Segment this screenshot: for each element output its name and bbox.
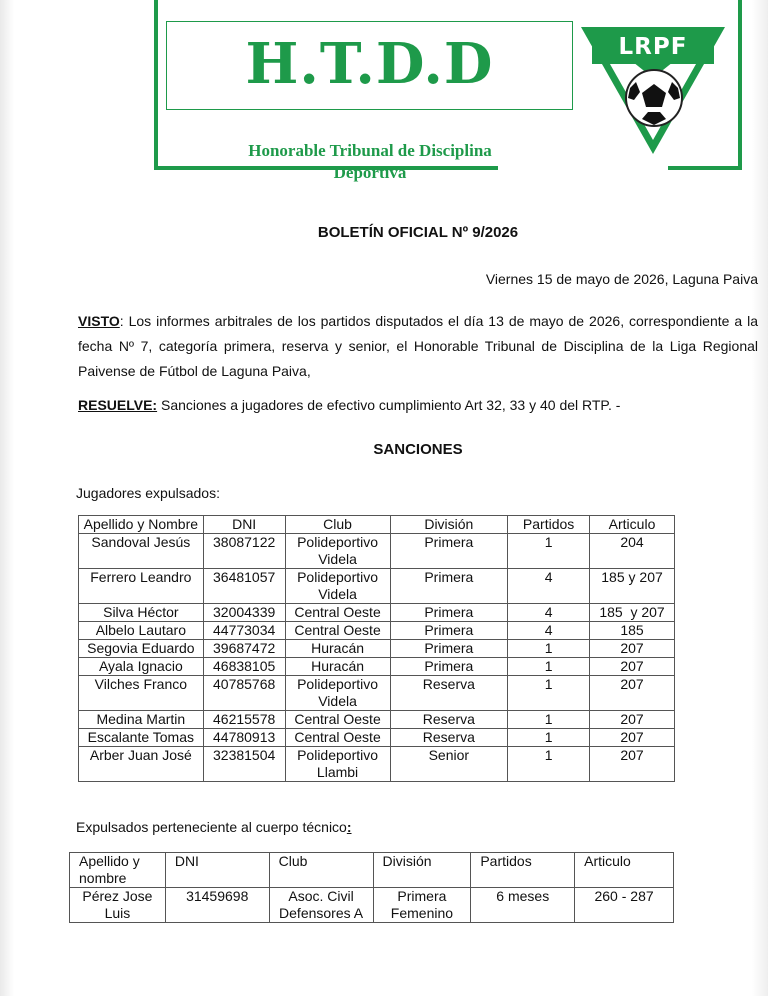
staff-caption: Expulsados perteneciente al cuerpo técnico: [76, 819, 352, 835]
cell-article: 207 [590, 676, 675, 711]
cell-club: Central Oeste [285, 604, 390, 622]
col-header-dni: DNI [203, 516, 285, 534]
col-header-club: Club [285, 516, 390, 534]
table-row [70, 888, 674, 923]
cell-dni: 32004339 [203, 604, 285, 622]
cell-division: Primera [390, 534, 508, 569]
table-header-row [79, 516, 675, 534]
tribunal-abbreviation: H.T.D.D [245, 31, 494, 97]
col-header-division: División [373, 853, 471, 888]
tribunal-name: Honorable Tribunal de Disciplina Deportiva [248, 141, 492, 182]
cell-dni: 36481057 [203, 569, 285, 604]
table-header-row [70, 853, 674, 888]
col-header-matches: Partidos [471, 853, 575, 888]
col-header-article: Articulo [590, 516, 675, 534]
table-row [79, 658, 675, 676]
cell-matches: 4 [508, 569, 590, 604]
staff-table [69, 852, 674, 923]
cell-matches: 1 [508, 658, 590, 676]
cell-article: 260 - 287 [575, 888, 674, 923]
table-row [79, 534, 675, 569]
cell-name: Segovia Eduardo [79, 640, 204, 658]
table-row [79, 711, 675, 729]
cell-division: Primera [390, 658, 508, 676]
table-row [79, 676, 675, 711]
cell-name: Ayala Ignacio [79, 658, 204, 676]
sanciones-title: SANCIONES [373, 441, 463, 458]
cell-dni: 44773034 [203, 622, 285, 640]
table-row [79, 729, 675, 747]
resuelve-text: Sanciones a jugadores de efectivo cumplimiento Art 32, 33 y 40 del RTP. - [157, 397, 621, 413]
cell-name: Escalante Tomas [79, 729, 204, 747]
cell-article: 207 [590, 640, 675, 658]
cell-matches: 1 [508, 729, 590, 747]
cell-name: Vilches Franco [79, 676, 204, 711]
bulletin-title: BOLETÍN OFICIAL Nº 9/2026 [317, 224, 519, 241]
cell-club: Central Oeste [285, 729, 390, 747]
cell-matches: 4 [508, 604, 590, 622]
cell-division: Primera [390, 604, 508, 622]
cell-dni: 40785768 [203, 676, 285, 711]
cell-division: Primera [390, 640, 508, 658]
cell-name: Pérez Jose Luis [70, 888, 166, 923]
cell-name: Albelo Lautaro [79, 622, 204, 640]
cell-dni: 44780913 [203, 729, 285, 747]
cell-article: 185 y 207 [590, 569, 675, 604]
logo-text: LRPF [618, 34, 688, 60]
cell-dni: 32381504 [203, 747, 285, 782]
cell-club: Polideportivo Videla [285, 534, 390, 569]
table-row [79, 622, 675, 640]
cell-article: 204 [590, 534, 675, 569]
visto-text: : Los informes arbitrales de los partidos disputados el día 13 de mayo de 2026, correspondiente a la fecha Nº 7, categoría primera, reserva y senior, el Honorable Tribunal de Disciplina de la Liga Regional Paivense de Fútbol de Laguna Paiva, [78, 313, 758, 379]
cell-matches: 6 meses [471, 888, 575, 923]
cell-club: Huracán [285, 658, 390, 676]
table-row [79, 640, 675, 658]
cell-division: Reserva [390, 676, 508, 711]
cell-division: Primera Femenino [373, 888, 471, 923]
cell-article: 185 [590, 622, 675, 640]
cell-matches: 1 [508, 711, 590, 729]
cell-dni: 46838105 [203, 658, 285, 676]
cell-matches: 1 [508, 534, 590, 569]
cell-club: Central Oeste [285, 622, 390, 640]
cell-matches: 1 [508, 640, 590, 658]
cell-article: 207 [590, 658, 675, 676]
cell-division: Reserva [390, 729, 508, 747]
cell-matches: 1 [508, 676, 590, 711]
col-header-matches: Partidos [508, 516, 590, 534]
col-header-article: Articulo [575, 853, 674, 888]
table-row [79, 604, 675, 622]
col-header-dni: DNI [165, 853, 269, 888]
cell-club: Asoc. Civil Defensores A [269, 888, 373, 923]
cell-division: Senior [390, 747, 508, 782]
cell-club: Huracán [285, 640, 390, 658]
cell-article: 207 [590, 747, 675, 782]
resuelve-label: RESUELVE: [78, 397, 158, 413]
cell-division: Primera [390, 622, 508, 640]
cell-division: Primera [390, 569, 508, 604]
cell-name: Silva Héctor [79, 604, 204, 622]
col-header-name: Apellido y nombre [70, 853, 166, 888]
cell-matches: 4 [508, 622, 590, 640]
table-row [79, 569, 675, 604]
cell-club: Polideportivo Videla [285, 676, 390, 711]
cell-dni: 38087122 [203, 534, 285, 569]
cell-club: Polideportivo Llambi [285, 747, 390, 782]
cell-article: 207 [590, 729, 675, 747]
cell-name: Arber Juan José [79, 747, 204, 782]
col-header-club: Club [269, 853, 373, 888]
cell-name: Ferrero Leandro [79, 569, 204, 604]
cell-name: Medina Martin [79, 711, 204, 729]
cell-article: 207 [590, 711, 675, 729]
table-row [79, 747, 675, 782]
cell-club: Central Oeste [285, 711, 390, 729]
players-table [78, 515, 675, 782]
cell-division: Reserva [390, 711, 508, 729]
visto-paragraph [78, 309, 758, 384]
visto-label: VISTO [78, 313, 120, 329]
cell-article: 185 y 207 [590, 604, 675, 622]
cell-dni: 46215578 [203, 711, 285, 729]
cell-club: Polideportivo Videla [285, 569, 390, 604]
players-caption: Jugadores expulsados: [76, 485, 220, 501]
cell-name: Sandoval Jesús [79, 534, 204, 569]
resuelve-paragraph [78, 397, 758, 413]
col-header-name: Apellido y Nombre [79, 516, 204, 534]
date-line: Viernes 15 de mayo de 2026, Laguna Paiva [485, 271, 758, 287]
cell-dni: 31459698 [165, 888, 269, 923]
cell-matches: 1 [508, 747, 590, 782]
col-header-division: División [390, 516, 508, 534]
cell-dni: 39687472 [203, 640, 285, 658]
